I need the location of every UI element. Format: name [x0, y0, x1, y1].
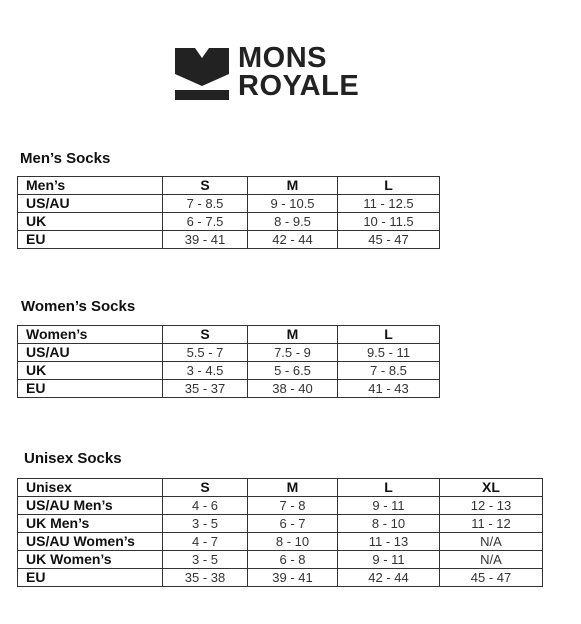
table-cell: 5 - 6.5 — [248, 362, 338, 380]
table-cell: 35 - 37 — [163, 380, 248, 398]
table-header-row — [18, 177, 440, 195]
column-header: M — [248, 326, 338, 344]
table-cell: 10 - 11.5 — [338, 213, 440, 231]
table-row — [18, 497, 543, 515]
table-row — [18, 533, 543, 551]
column-header: M — [248, 479, 338, 497]
column-header: M — [248, 177, 338, 195]
table-cell: 3 - 5 — [163, 551, 248, 569]
mons-royale-logo-mark-icon — [175, 44, 229, 100]
table-cell: 4 - 7 — [163, 533, 248, 551]
brand-wordmark — [238, 44, 359, 100]
row-label: UK — [18, 213, 163, 231]
table-cell: 7.5 - 9 — [248, 344, 338, 362]
column-header: S — [163, 177, 248, 195]
table-cell: 7 - 8.5 — [338, 362, 440, 380]
column-header: S — [163, 326, 248, 344]
unisex-size-table — [17, 478, 543, 587]
unisex-socks-title: Unisex Socks — [24, 450, 122, 467]
row-label: EU — [18, 231, 163, 249]
table-cell: 6 - 7.5 — [163, 213, 248, 231]
womens-size-table — [17, 325, 440, 398]
row-label: EU — [18, 380, 163, 398]
table-row — [18, 569, 543, 587]
table-cell: 7 - 8.5 — [163, 195, 248, 213]
table-row — [18, 213, 440, 231]
table-cell: 3 - 4.5 — [163, 362, 248, 380]
column-header: Unisex — [18, 479, 163, 497]
table-cell: 39 - 41 — [163, 231, 248, 249]
column-header: L — [338, 479, 440, 497]
table-cell: 8 - 10 — [338, 515, 440, 533]
mens-socks-title: Men’s Socks — [20, 150, 111, 167]
womens-socks-title: Women’s Socks — [21, 298, 136, 315]
table-header-row — [18, 326, 440, 344]
column-header: S — [163, 479, 248, 497]
table-cell: 45 - 47 — [338, 231, 440, 249]
brand-line-1: MONS — [238, 42, 327, 74]
table-cell: 5.5 - 7 — [163, 344, 248, 362]
row-label: US/AU Men’s — [18, 497, 163, 515]
table-cell: 41 - 43 — [338, 380, 440, 398]
table-cell: 11 - 13 — [338, 533, 440, 551]
table-cell: 11 - 12.5 — [338, 195, 440, 213]
table-cell: 7 - 8 — [248, 497, 338, 515]
table-cell: N/A — [440, 551, 543, 569]
column-header: L — [338, 177, 440, 195]
table-cell: 6 - 7 — [248, 515, 338, 533]
table-cell: 9.5 - 11 — [338, 344, 440, 362]
table-cell: 45 - 47 — [440, 569, 543, 587]
row-label: UK Men’s — [18, 515, 163, 533]
table-cell: 9 - 11 — [338, 497, 440, 515]
table-cell: 8 - 10 — [248, 533, 338, 551]
table-cell: 42 - 44 — [248, 231, 338, 249]
table-row — [18, 195, 440, 213]
brand-line-2: ROYALE — [238, 70, 360, 102]
table-row — [18, 231, 440, 249]
row-label: US/AU Women’s — [18, 533, 163, 551]
row-label: UK — [18, 362, 163, 380]
table-header-row — [18, 479, 543, 497]
table-cell: 42 - 44 — [338, 569, 440, 587]
table-cell: 9 - 11 — [338, 551, 440, 569]
row-label: US/AU — [18, 195, 163, 213]
brand-logo — [175, 44, 375, 102]
table-cell: 39 - 41 — [248, 569, 338, 587]
table-row — [18, 515, 543, 533]
table-cell: 3 - 5 — [163, 515, 248, 533]
table-cell: 6 - 8 — [248, 551, 338, 569]
table-cell: 11 - 12 — [440, 515, 543, 533]
table-cell: 8 - 9.5 — [248, 213, 338, 231]
table-cell: N/A — [440, 533, 543, 551]
column-header: Men’s — [18, 177, 163, 195]
table-cell: 9 - 10.5 — [248, 195, 338, 213]
column-header: Women’s — [18, 326, 163, 344]
row-label: US/AU — [18, 344, 163, 362]
mens-size-table — [17, 176, 440, 249]
table-row — [18, 362, 440, 380]
column-header: L — [338, 326, 440, 344]
row-label: UK Women’s — [18, 551, 163, 569]
table-cell: 4 - 6 — [163, 497, 248, 515]
table-cell: 12 - 13 — [440, 497, 543, 515]
table-row — [18, 380, 440, 398]
column-header: XL — [440, 479, 543, 497]
table-row — [18, 551, 543, 569]
table-cell: 38 - 40 — [248, 380, 338, 398]
row-label: EU — [18, 569, 163, 587]
table-row — [18, 344, 440, 362]
table-cell: 35 - 38 — [163, 569, 248, 587]
